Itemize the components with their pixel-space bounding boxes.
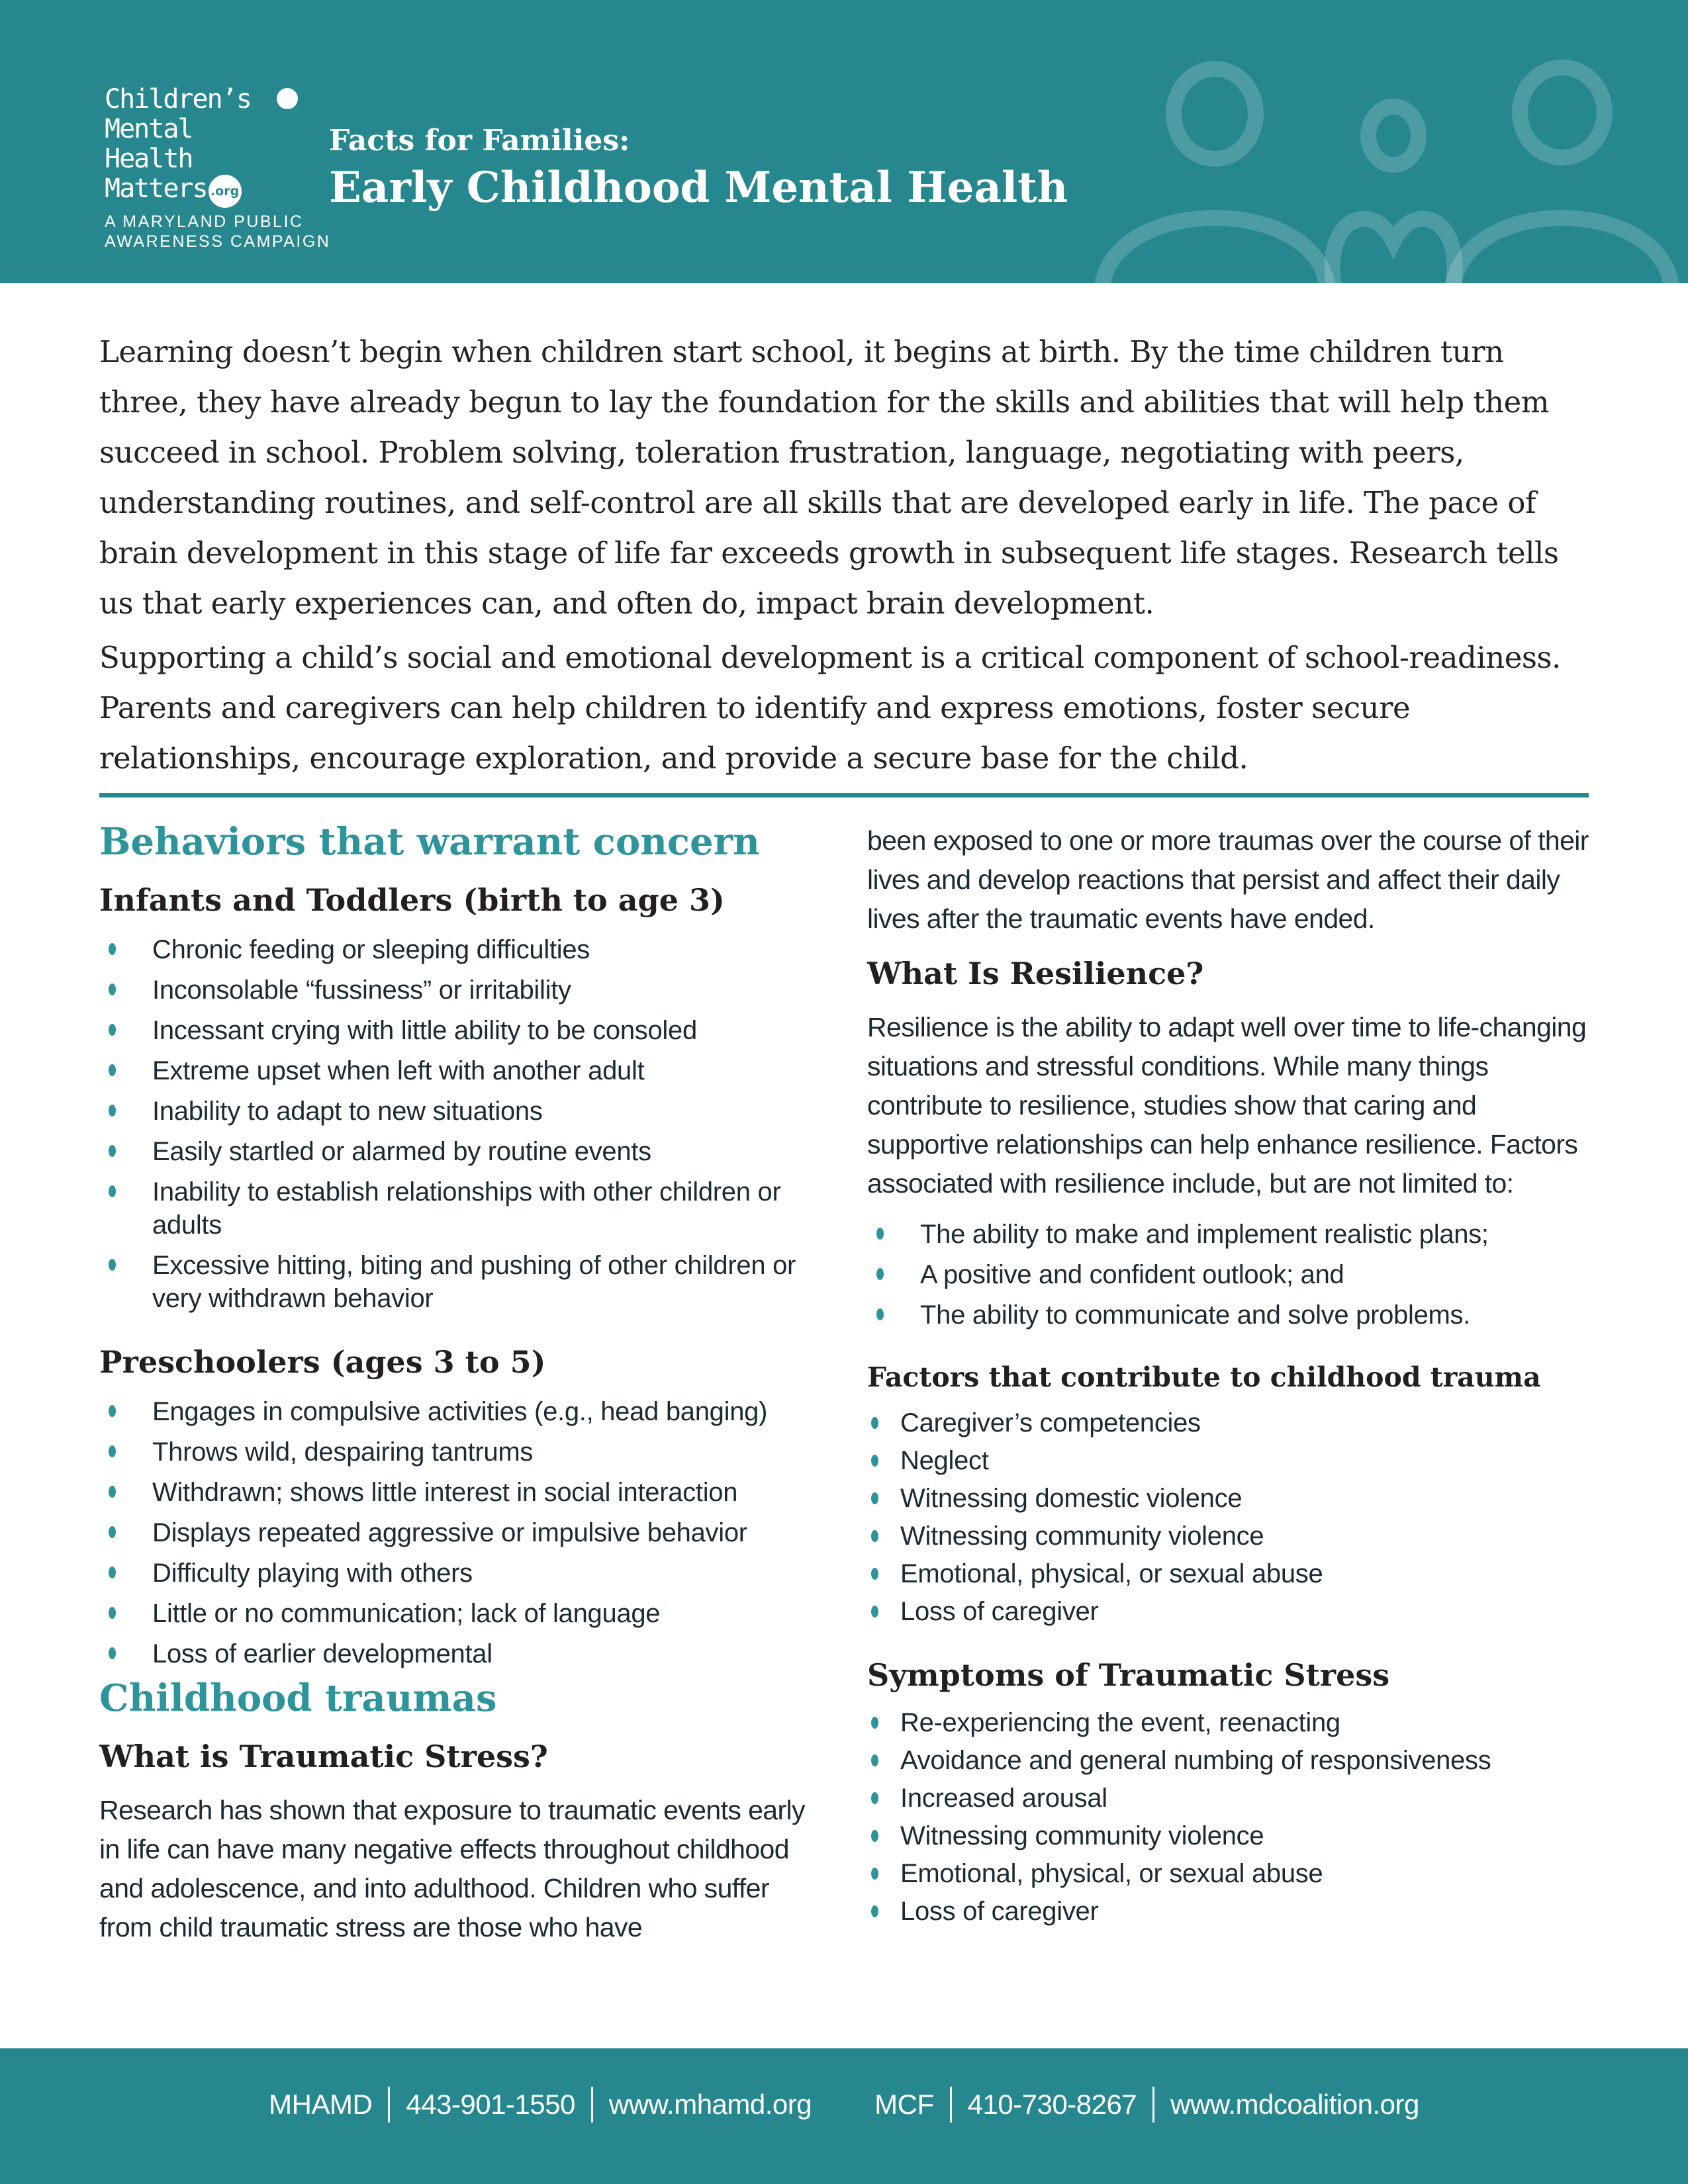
bullet-icon — [871, 1492, 878, 1504]
bullet-icon — [109, 1445, 116, 1457]
list-item: Avoidance and general numbing of responsiveness — [867, 1745, 1589, 1777]
bullet-icon — [876, 1268, 884, 1280]
bullet-icon — [871, 1830, 878, 1842]
section-title-behaviors: Behaviors that warrant concern — [99, 820, 760, 864]
campaign-line-1: A MARYLAND PUBLIC — [105, 212, 304, 231]
series-kicker: Facts for Families: — [329, 124, 630, 158]
list-item: Witnessing community violence — [867, 1820, 1589, 1852]
footer-website: www.mdcoalition.org — [1170, 2089, 1419, 2120]
bullet-icon — [871, 1417, 878, 1429]
family-outline-icon — [1059, 0, 1688, 283]
two-column-layout — [99, 821, 1589, 1947]
resilience-paragraph: Resilience is the ability to adapt well over time to life-changing situations and stressful conditions. While many things contribute to resilience, studies show that caring and supportive relationships can help enhance resilience. Factors associated with resilience include, but are not limited to: — [867, 1012, 1587, 1199]
list-item: Witnessing domestic violence — [867, 1482, 1589, 1515]
list-item: Engages in compulsive activities (e.g., head banging) — [99, 1395, 821, 1428]
list-item: The ability to communicate and solve problems. — [867, 1298, 1589, 1332]
list-item: Incessant crying with little ability to be consoled — [99, 1014, 821, 1047]
heading-trauma-factors: Factors that contribute to childhood trauma — [867, 1361, 1541, 1393]
campaign-line-2: AWARENESS CAMPAIGN — [105, 232, 331, 251]
left-column — [99, 821, 821, 1947]
logo-wordmark — [105, 85, 330, 204]
exclamation-icon — [271, 82, 303, 109]
page-title: Early Childhood Mental Health — [329, 162, 1068, 212]
footer-org-name: MCF — [874, 2089, 934, 2120]
bullet-icon — [871, 1905, 878, 1917]
list-item: Little or no communication; lack of language — [99, 1597, 821, 1630]
list-item: Throws wild, despairing tantrums — [99, 1435, 821, 1469]
list-item: Loss of earlier developmental — [99, 1637, 821, 1670]
footer-contact-mcf — [874, 2087, 1419, 2122]
list-item: Loss of caregiver — [867, 1596, 1589, 1628]
list-item: Inability to establish relationships with other children or adults — [99, 1175, 821, 1242]
bullet-icon — [109, 1567, 116, 1578]
bullet-icon — [876, 1228, 884, 1240]
resilience-bullet-list — [867, 1218, 1589, 1332]
section-divider — [99, 793, 1589, 797]
bullet-icon — [109, 1064, 116, 1076]
trauma-factors-bullet-list — [867, 1407, 1589, 1628]
list-item: The ability to make and implement realistic plans; — [867, 1218, 1589, 1251]
traumatic-symptoms-bullet-list — [867, 1707, 1589, 1928]
list-item: Witnessing community violence — [867, 1520, 1589, 1553]
list-item: Chronic feeding or sleeping difficulties — [99, 933, 821, 966]
list-item: Caregiver’s competencies — [867, 1407, 1589, 1439]
intro-paragraph-1: Learning doesn’t begin when children start school, it begins at birth. By the time children turn three, they have already begun to lay the foundation for the skills and abilities that will help them succeed in school. Problem solving, toleration frustration, language, negotiating with peers, understanding routines, and self-control are all skills that are developed early in life. The pace of brain development in this stage of life far exceeds growth in subsequent life stages. Research tells us that early experiences can, and often do, impact brain development. — [99, 334, 1559, 621]
bullet-icon — [871, 1868, 878, 1880]
traumatic-stress-paragraph: Research has shown that exposure to traumatic events early in life can have many negative effects throughout childhood and adolescence, and into adulthood. Children who suffer from child traumatic stress are those who have — [99, 1795, 805, 1942]
bullet-icon — [109, 1024, 116, 1036]
intro-paragraph-2: Supporting a child’s social and emotional development is a critical component of school-readiness. Parents and caregivers can help children to identify and express emotions, foster secure relationships, encourage exploration, and provide a secure base for the child. — [99, 640, 1561, 776]
logo-line-4: Matters — [105, 173, 207, 204]
list-item: Difficulty playing with others — [99, 1557, 821, 1590]
bullet-icon — [109, 1185, 116, 1197]
logo-line-3: Health — [105, 144, 193, 174]
list-item: Re-experiencing the event, reenacting — [867, 1707, 1589, 1739]
list-item: Displays repeated aggressive or impulsive behavior — [99, 1516, 821, 1549]
logo-line-2: Mental — [105, 114, 193, 144]
infants-bullet-list — [99, 933, 821, 1315]
bullet-icon — [109, 943, 116, 955]
bullet-icon — [871, 1792, 878, 1804]
traumatic-stress-continuation: been exposed to one or more traumas over the course of their lives and develop reactions that persist and affect their daily lives after the traumatic events have ended. — [867, 825, 1589, 934]
bullet-icon — [109, 1607, 116, 1619]
list-item: Extreme upset when left with another adult — [99, 1054, 821, 1087]
bullet-icon — [109, 1405, 116, 1417]
document-body — [0, 283, 1688, 1947]
list-item: Inability to adapt to new situations — [99, 1095, 821, 1128]
bullet-icon — [871, 1717, 878, 1729]
preschoolers-bullet-list — [99, 1395, 821, 1670]
heading-resilience: What Is Resilience? — [867, 956, 1204, 991]
list-item: Neglect — [867, 1445, 1589, 1477]
bullet-icon — [871, 1606, 878, 1617]
footer-band — [0, 2048, 1688, 2184]
logo-line-1: Children’s — [105, 84, 251, 114]
list-item: Easily startled or alarmed by routine events — [99, 1135, 821, 1168]
logo-line-4-row — [105, 174, 330, 204]
bullet-icon — [109, 1647, 116, 1659]
heading-preschoolers: Preschoolers (ages 3 to 5) — [99, 1344, 546, 1380]
title-block — [329, 124, 1068, 212]
list-item: Inconsolable “fussiness” or irritability — [99, 974, 821, 1007]
bullet-icon — [871, 1754, 878, 1766]
bullet-icon — [871, 1568, 878, 1580]
footer-phone: 410-730-8267 — [967, 2089, 1137, 2120]
footer-separator — [1152, 2087, 1154, 2122]
bullet-icon — [871, 1455, 878, 1467]
footer-contact-mhamd — [269, 2087, 812, 2122]
list-item: Emotional, physical, or sexual abuse — [867, 1858, 1589, 1890]
footer-separator — [388, 2087, 390, 2122]
right-column — [867, 821, 1589, 1947]
footer-org-name: MHAMD — [269, 2089, 373, 2120]
footer-website: www.mhamd.org — [608, 2089, 812, 2120]
bullet-icon — [876, 1308, 884, 1320]
list-item: Emotional, physical, or sexual abuse — [867, 1558, 1589, 1590]
org-badge: .org — [209, 175, 242, 208]
heading-traumatic-stress: What is Traumatic Stress? — [99, 1739, 548, 1774]
campaign-tagline — [105, 212, 330, 251]
list-item: Increased arousal — [867, 1782, 1589, 1815]
heading-infants-toddlers: Infants and Toddlers (birth to age 3) — [99, 882, 725, 918]
list-item: Excessive hitting, biting and pushing of other children or very withdrawn behavior — [99, 1249, 821, 1315]
footer-phone: 443-901-1550 — [406, 2089, 575, 2120]
footer-separator — [950, 2087, 952, 2122]
bullet-icon — [109, 983, 116, 995]
bullet-icon — [109, 1105, 116, 1116]
bullet-icon — [109, 1145, 116, 1157]
header-band — [0, 0, 1688, 283]
footer-separator — [591, 2087, 593, 2122]
section-title-childhood-traumas: Childhood traumas — [99, 1676, 497, 1720]
bullet-icon — [109, 1259, 116, 1271]
list-item: A positive and confident outlook; and — [867, 1258, 1589, 1291]
bullet-icon — [871, 1530, 878, 1542]
list-item: Loss of caregiver — [867, 1895, 1589, 1928]
cmhm-logo — [105, 85, 330, 251]
bullet-icon — [109, 1526, 116, 1538]
list-item: Withdrawn; shows little interest in social interaction — [99, 1476, 821, 1509]
heading-traumatic-symptoms: Symptoms of Traumatic Stress — [867, 1657, 1390, 1693]
bullet-icon — [109, 1486, 116, 1498]
